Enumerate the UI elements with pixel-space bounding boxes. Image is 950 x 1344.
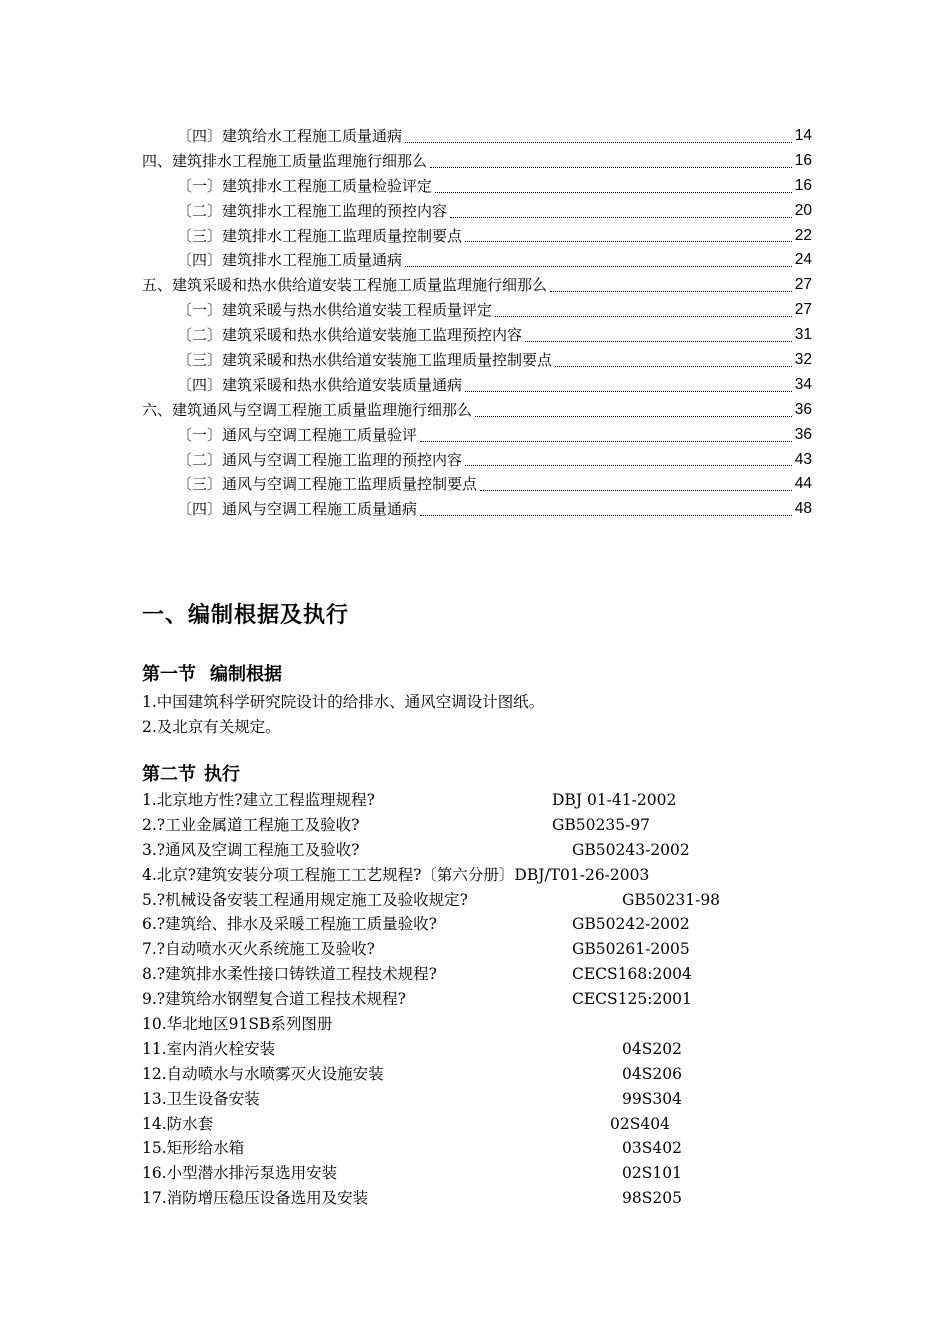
toc-entry-title: 〔二〕建筑排水工程施工监理的预控内容 <box>177 201 448 220</box>
standard-title: 4.北京?建筑安装分项工程施工工艺规程?〔第六分册〕DBJ/T01-26-2003 <box>142 865 650 884</box>
standard-code: CECS125:2001 <box>572 990 692 1009</box>
basis-item: 1.中国建筑科学研究院设计的给排水、通风空调设计图纸。 <box>142 693 545 711</box>
toc-leader-dots <box>430 166 792 168</box>
standard-item <box>142 1112 822 1137</box>
standard-code: GB50261-2005 <box>572 940 690 959</box>
standard-item <box>142 1087 822 1112</box>
standard-code: 02S101 <box>622 1164 682 1183</box>
toc-entry-title: 〔四〕建筑采暖和热水供给道安装质量通病 <box>177 375 463 394</box>
standard-code: GB50235-97 <box>552 815 651 834</box>
standard-code: 04S202 <box>622 1039 682 1058</box>
toc-entry[interactable] <box>142 124 812 149</box>
toc-entry[interactable] <box>142 423 812 448</box>
standard-title: 3.?通风及空调工程施工及验收? <box>142 840 360 859</box>
toc-leader-dots <box>420 440 792 442</box>
toc-entry-title: 〔四〕建筑排水工程施工质量通病 <box>177 251 403 270</box>
toc-page-number: 32 <box>794 351 812 368</box>
toc-page-number: 14 <box>794 126 812 144</box>
toc-entry-title: 六、建筑通风与空调工程施工质量监理施行细那么 <box>142 400 473 419</box>
standard-title: 7.?自动喷水灭火系统施工及验收? <box>142 940 375 959</box>
standard-item <box>142 1012 822 1037</box>
standard-title: 6.?建筑给、排水及采暖工程施工质量验收? <box>142 915 437 934</box>
toc-leader-dots <box>465 240 792 242</box>
standards-list <box>142 788 822 1211</box>
toc-entry[interactable] <box>142 497 812 522</box>
toc-leader-dots <box>550 290 792 292</box>
toc-entry-title: 〔三〕建筑采暖和热水供给道安装施工监理质量控制要点 <box>177 351 553 369</box>
standard-title: 13.卫生设备安装 <box>142 1089 260 1108</box>
standard-code: 04S206 <box>622 1064 682 1083</box>
basis-item: 2.及北京有关规定。 <box>142 718 281 736</box>
standard-item <box>142 813 822 838</box>
toc-leader-dots <box>405 265 792 267</box>
section-title: 执行 <box>204 764 240 785</box>
toc-leader-dots <box>435 191 792 193</box>
toc-entry[interactable] <box>142 323 812 348</box>
standard-item <box>142 987 822 1012</box>
standard-code: DBJ 01-41-2002 <box>552 791 677 809</box>
toc-entry[interactable] <box>142 248 812 273</box>
toc-entry-title: 〔四〕建筑给水工程施工质量通病 <box>177 126 403 145</box>
chapter-heading: 一、编制根据及执行 <box>142 603 350 628</box>
standard-code: 03S402 <box>622 1139 682 1158</box>
standard-code: 99S304 <box>622 1089 682 1108</box>
standard-title: 9.?建筑给水钢塑复合道工程技术规程? <box>142 990 406 1009</box>
standard-title: 15.矩形给水箱 <box>142 1139 245 1158</box>
standard-item <box>142 1136 822 1161</box>
standard-item <box>142 937 822 962</box>
section-title: 编制根据 <box>210 664 282 685</box>
toc-entry[interactable] <box>142 373 812 398</box>
toc-leader-dots <box>480 489 792 491</box>
standard-code: GB50231-98 <box>622 890 721 909</box>
standard-code: CECS168:2004 <box>572 965 692 984</box>
toc-page-number: 44 <box>794 475 812 493</box>
standard-item <box>142 962 822 987</box>
toc-entry[interactable] <box>142 472 812 497</box>
toc-leader-dots <box>450 216 792 218</box>
toc-entry-title: 四、建筑排水工程施工质量监理施行细那么 <box>142 151 428 170</box>
standard-title: 1.北京地方性?建立工程监理规程? <box>142 791 375 809</box>
toc-leader-dots <box>465 390 792 392</box>
table-of-contents <box>142 124 812 522</box>
standard-item <box>142 1037 822 1062</box>
toc-entry-title: 〔一〕建筑采暖与热水供给道安装工程质量评定 <box>177 301 493 320</box>
toc-entry[interactable] <box>142 298 812 323</box>
toc-entry-title: 〔一〕通风与空调工程施工质量验评 <box>177 425 418 444</box>
toc-entry-title: 〔三〕建筑排水工程施工监理质量控制要点 <box>177 226 463 245</box>
toc-entry-title: 〔三〕通风与空调工程施工监理质量控制要点 <box>177 475 478 494</box>
toc-entry-title: 〔一〕建筑排水工程施工质量检验评定 <box>177 176 433 195</box>
section-heading-1 <box>142 660 282 686</box>
section-number: 第一节 <box>142 664 196 685</box>
standard-title: 16.小型潜水排污泵选用安装 <box>142 1164 338 1183</box>
standard-title: 10.华北地区91SB系列图册 <box>142 1015 333 1034</box>
standard-title: 8.?建筑排水柔性接口铸铁道工程技术规程? <box>142 965 437 984</box>
standard-title: 12.自动喷水与水喷雾灭火设施安装 <box>142 1064 384 1083</box>
toc-entry-title: 〔二〕通风与空调工程施工监理的预控内容 <box>177 450 463 469</box>
toc-entry[interactable] <box>142 398 812 423</box>
standard-item <box>142 1062 822 1087</box>
toc-page-number: 31 <box>794 326 812 344</box>
toc-page-number: 36 <box>794 425 812 443</box>
toc-leader-dots <box>475 415 792 417</box>
toc-entry[interactable] <box>142 273 812 298</box>
toc-leader-dots <box>495 315 792 317</box>
toc-entry[interactable] <box>142 348 812 373</box>
standard-title: 17.消防增压稳压设备选用及安装 <box>142 1189 369 1208</box>
toc-entry[interactable] <box>142 224 812 249</box>
toc-page-number: 16 <box>794 176 812 194</box>
standard-item <box>142 863 822 888</box>
standard-item <box>142 888 822 913</box>
toc-entry[interactable] <box>142 149 812 174</box>
standard-title: 11.室内消火栓安装 <box>142 1039 276 1058</box>
toc-entry-title: 五、建筑采暖和热水供给道安装工程施工质量监理施行细那么 <box>142 276 548 295</box>
toc-page-number: 43 <box>794 450 812 468</box>
toc-leader-dots <box>405 141 792 143</box>
standard-title: 2.?工业金属道工程施工及验收? <box>142 815 360 834</box>
standard-code: 02S404 <box>610 1114 670 1133</box>
standard-code: GB50242-2002 <box>572 915 690 934</box>
toc-page-number: 27 <box>794 276 812 294</box>
toc-entry[interactable] <box>142 448 812 473</box>
standard-title: 5.?机械设备安装工程通用规定施工及验收规定? <box>142 890 468 909</box>
toc-page-number: 36 <box>794 400 812 418</box>
standard-item <box>142 1161 822 1186</box>
toc-entry[interactable] <box>142 174 812 199</box>
toc-leader-dots <box>525 340 792 342</box>
standard-item <box>142 912 822 937</box>
toc-entry[interactable] <box>142 199 812 224</box>
standard-item <box>142 1186 822 1211</box>
toc-page-number: 48 <box>794 500 812 518</box>
toc-page-number: 27 <box>794 301 812 319</box>
toc-page-number: 22 <box>794 226 812 244</box>
toc-leader-dots <box>555 365 792 367</box>
section-heading-2 <box>142 760 240 786</box>
standard-item <box>142 838 822 863</box>
section-number: 第二节 <box>142 764 196 785</box>
toc-leader-dots <box>420 514 792 516</box>
toc-entry-title: 〔二〕建筑采暖和热水供给道安装施工监理预控内容 <box>177 326 523 345</box>
standard-title: 14.防水套 <box>142 1114 214 1133</box>
toc-page-number: 34 <box>794 375 812 393</box>
standard-code: GB50243-2002 <box>572 840 690 859</box>
toc-page-number: 20 <box>794 201 812 219</box>
toc-page-number: 16 <box>794 151 812 169</box>
standard-code: 98S205 <box>622 1189 682 1208</box>
toc-page-number: 24 <box>794 251 812 269</box>
standard-item <box>142 788 822 813</box>
toc-entry-title: 〔四〕通风与空调工程施工质量通病 <box>177 500 418 519</box>
toc-leader-dots <box>465 464 792 466</box>
